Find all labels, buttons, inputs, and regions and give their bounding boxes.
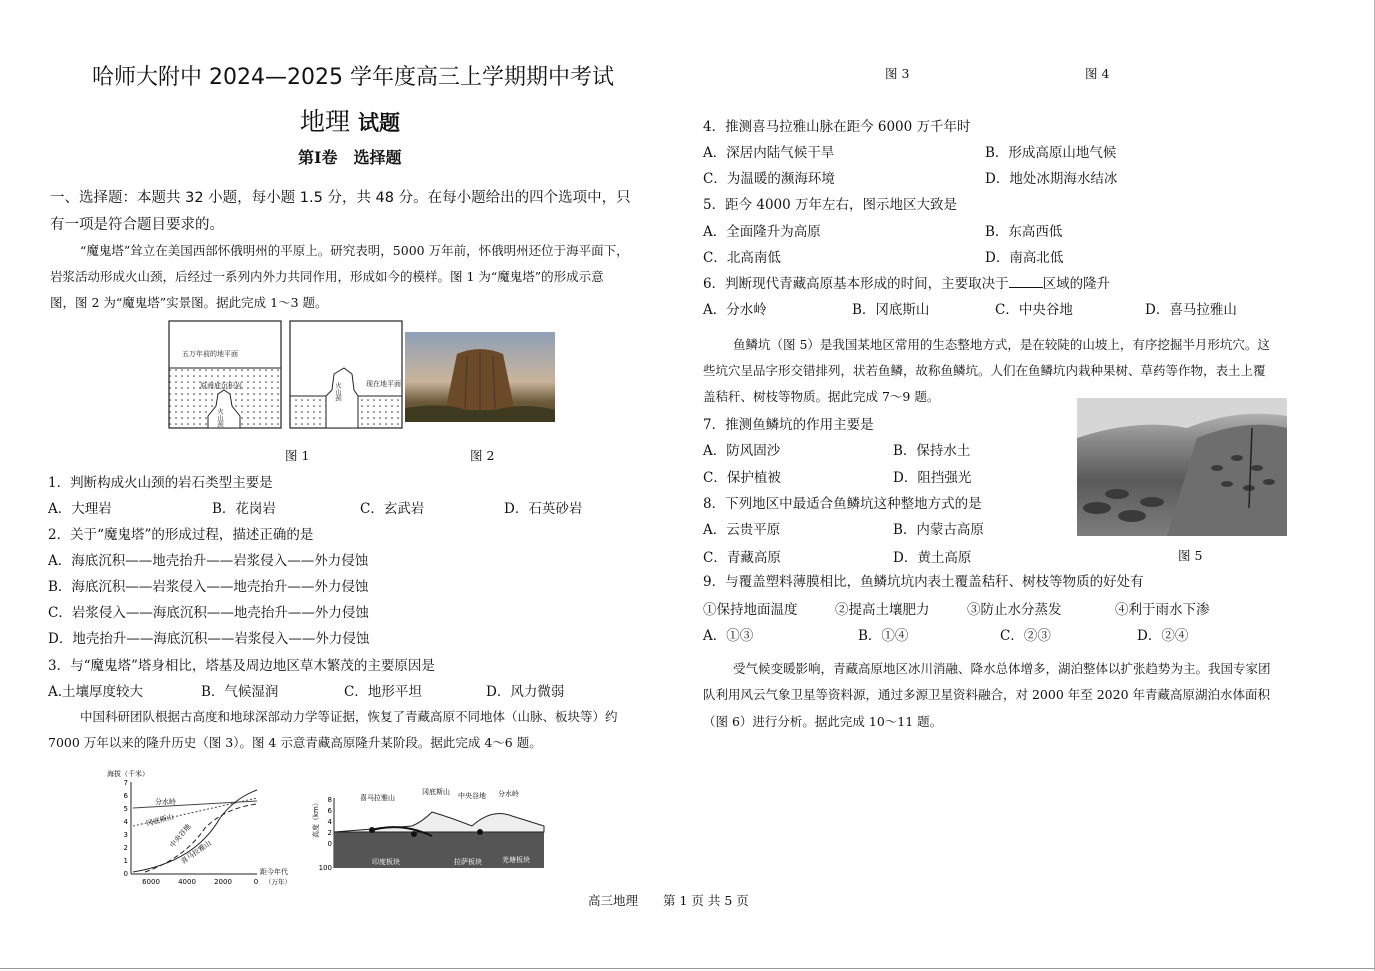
q2-option-a[interactable]: A．海底沉积——地壳抬升——岩浆侵入——外力侵蚀 bbox=[48, 553, 369, 569]
q4-option-b[interactable]: B．形成高原山地气候 bbox=[985, 145, 1117, 161]
q9-item-1: ①保持地面温度 bbox=[703, 602, 798, 618]
q9-option-a[interactable]: A．①③ bbox=[703, 628, 754, 644]
subject-title bbox=[300, 102, 400, 138]
fig3-xtick: 0 bbox=[253, 878, 259, 886]
subject-suffix: 试题 bbox=[357, 110, 400, 135]
passage4-line: 队利用风云气象卫星等资料源，通过多源卫星资料融合，对 2000 年至 2020 年青藏高原湖泊水体面积 bbox=[703, 687, 1271, 702]
fig4-label-himalaya: 喜马拉雅山 bbox=[360, 794, 395, 802]
fig4-ytick: 2 bbox=[327, 829, 332, 837]
q3-option-b[interactable]: B．气候湿润 bbox=[201, 684, 279, 700]
q6-option-a[interactable]: A．分水岭 bbox=[703, 302, 767, 318]
q9-item-4: ④利于雨水下渗 bbox=[1115, 602, 1210, 618]
fig3-label-gangdise: 冈底斯山 bbox=[145, 812, 175, 828]
fig4-ytick: 6 bbox=[327, 807, 332, 815]
fig3-ylabel: 海拔（千米） bbox=[107, 770, 149, 778]
fig3-xtick: 6000 bbox=[142, 878, 160, 886]
page-footer: 高三地理 第 1 页 共 5 页 bbox=[588, 893, 749, 908]
fig3-ytick: 0 bbox=[123, 870, 128, 878]
q8-option-a[interactable]: A．云贵平原 bbox=[703, 522, 781, 538]
q9-item-3: ③防止水分蒸发 bbox=[967, 602, 1062, 618]
figure-3-chart bbox=[105, 768, 305, 890]
q4-stem: 4．推测喜马拉雅山脉在距今 6000 万千年时 bbox=[703, 119, 971, 135]
q2-option-c[interactable]: C．岩浆侵入——海底沉积——地壳抬升——外力侵蚀 bbox=[48, 605, 369, 621]
label-now-ground: 现在地平面 bbox=[366, 380, 401, 388]
fig3-ytick: 4 bbox=[123, 818, 128, 826]
fig3-ytick: 1 bbox=[123, 857, 128, 865]
fig4-label-valley: 中央谷地 bbox=[458, 792, 486, 800]
fig4-point bbox=[411, 831, 417, 837]
fig3-xunit: （万年） bbox=[265, 878, 291, 886]
q1-option-a[interactable]: A．大理岩 bbox=[48, 501, 112, 517]
fig3-xlabel: 距今年代 bbox=[260, 868, 288, 876]
passage4-line: 受气候变暖影响，青藏高原地区冰川消融、降水总体增多，湖泊整体以扩张趋势为主。我国专家团 bbox=[733, 661, 1271, 676]
fig3-label-valley: 中央谷地 bbox=[168, 822, 193, 850]
fig4-ytick: 100 bbox=[318, 864, 332, 872]
figure-4-diagram bbox=[312, 782, 552, 890]
fig4-ytick: 0 bbox=[327, 840, 332, 848]
devils-tower-illustration bbox=[405, 332, 555, 422]
q2-option-d[interactable]: D．地壳抬升——海底沉积——岩浆侵入——外力侵蚀 bbox=[48, 631, 370, 647]
label-sediment: 原海底沉积岩 bbox=[200, 382, 242, 390]
fig3-ytick: 7 bbox=[123, 779, 128, 787]
fig3-line-valley bbox=[145, 804, 257, 872]
instructions-line1: 一、选择题：本题共 32 小题，每小题 1.5 分，共 48 分。在每小题给出的四个选项中，只 bbox=[50, 190, 631, 206]
fig3-ytick: 3 bbox=[123, 831, 128, 839]
figure-2-caption: 图 2 bbox=[470, 448, 495, 463]
fig4-surface bbox=[334, 812, 544, 832]
q5-option-d[interactable]: D．南高北低 bbox=[985, 250, 1064, 266]
q1-option-b[interactable]: B．花岗岩 bbox=[212, 501, 276, 517]
q5-option-c[interactable]: C．北高南低 bbox=[703, 250, 781, 266]
fig3-ytick: 2 bbox=[123, 844, 128, 852]
passage3-line: 些坑穴呈品字形交错排列，状若鱼鳞，故称鱼鳞坑。人们在鱼鳞坑内栽种果树、草药等作物，表土上覆 bbox=[703, 363, 1266, 378]
fig3-ytick: 5 bbox=[123, 805, 128, 813]
q5-option-b[interactable]: B．东高西低 bbox=[985, 224, 1063, 240]
q9-option-b[interactable]: B．①④ bbox=[858, 628, 909, 644]
q3-option-d[interactable]: D．风力微弱 bbox=[486, 684, 565, 700]
q7-option-a[interactable]: A．防风固沙 bbox=[703, 443, 781, 459]
q6-option-b[interactable]: B．冈底斯山 bbox=[852, 302, 930, 318]
figure-5-photo bbox=[1077, 398, 1287, 536]
passage2-line: 中国科研团队根据古高度和地球深部动力学等证据，恢复了青藏高原不同地体（山脉、板块等）约 bbox=[80, 709, 618, 724]
label-neck-a: 火山颈 bbox=[216, 408, 224, 428]
q9-option-d[interactable]: D．②④ bbox=[1137, 628, 1189, 644]
q7-option-d[interactable]: D．阻挡强光 bbox=[893, 470, 972, 486]
instructions-line2: 有一项是符合题目要求的。 bbox=[50, 217, 224, 233]
q8-stem: 8．下列地区中最适合鱼鳞坑这种整地方式的是 bbox=[703, 496, 982, 512]
q6-stem-b: 区域的隆升 bbox=[1042, 276, 1111, 292]
q6-option-d[interactable]: D．喜马拉雅山 bbox=[1145, 302, 1237, 318]
fig4-ylabel: 高度（km） bbox=[312, 799, 320, 838]
passage1-line: 图，图 2 为“魔鬼塔”实景图。据此完成 1～3 题。 bbox=[50, 295, 328, 310]
fig4-label-watershed: 分水岭 bbox=[498, 790, 519, 798]
fig4-point bbox=[477, 829, 483, 835]
q4-option-c[interactable]: C．为温暖的濒海环境 bbox=[703, 171, 835, 187]
fig4-ytick: 4 bbox=[327, 818, 332, 826]
q7-stem: 7．推测鱼鳞坑的作用主要是 bbox=[703, 417, 874, 433]
q1-option-c[interactable]: C．玄武岩 bbox=[360, 501, 425, 517]
q6-stem bbox=[703, 272, 1110, 292]
passage1-line: “魔鬼塔”耸立在美国西部怀俄明州的平原上。研究表明，5000 万年前，怀俄明州还位于海平面下， bbox=[80, 243, 629, 258]
q8-option-c[interactable]: C．青藏高原 bbox=[703, 550, 781, 566]
fig4-ytick: 8 bbox=[327, 796, 332, 804]
q6-option-c[interactable]: C．中央谷地 bbox=[995, 302, 1073, 318]
fig3-label-himalaya: 喜马拉雅山 bbox=[179, 839, 213, 866]
figure-5-caption: 图 5 bbox=[1178, 548, 1203, 563]
fig3-xtick: 2000 bbox=[214, 878, 232, 886]
q3-option-a[interactable]: A.土壤厚度较大 bbox=[48, 684, 144, 700]
label-neck-b: 火山颈 bbox=[334, 382, 342, 402]
passage4-line: （图 6）进行分析。据此完成 10～11 题。 bbox=[703, 714, 943, 729]
q9-item-2: ②提高土壤肥力 bbox=[835, 602, 930, 618]
fig3-xtick: 4000 bbox=[178, 878, 196, 886]
q5-stem: 5．距今 4000 万年左右，图示地区大致是 bbox=[703, 197, 958, 213]
figure-2-photo bbox=[405, 332, 555, 422]
fig4-plate-qiangtang: 羌塘板块 bbox=[502, 856, 530, 864]
passage3-line: 盖秸秆、树枝等物质。据此完成 7～9 题。 bbox=[703, 389, 940, 404]
fish-scale-pits-illustration bbox=[1077, 398, 1287, 536]
q4-option-d[interactable]: D．地处冰期海水结冰 bbox=[985, 171, 1118, 187]
q1-option-d[interactable]: D．石英砂岩 bbox=[504, 501, 583, 517]
fig4-label-gangdise: 冈底斯山 bbox=[422, 788, 450, 796]
q2-stem: 2．关于“魔鬼塔”的形成过程，描述正确的是 bbox=[48, 527, 314, 543]
q7-option-c[interactable]: C．保护植被 bbox=[703, 470, 781, 486]
section-title: 第Ⅰ卷 选择题 bbox=[298, 148, 402, 167]
q9-option-c[interactable]: C．②③ bbox=[1000, 628, 1051, 644]
q6-blank[interactable] bbox=[1009, 275, 1043, 288]
q2-option-b[interactable]: B．海底沉积——岩浆侵入——地壳抬升——外力侵蚀 bbox=[48, 579, 369, 595]
q3-stem: 3．与“魔鬼塔”塔身相比，塔基及周边地区草木繁茂的主要原因是 bbox=[48, 658, 435, 674]
q8-option-d[interactable]: D．黄土高原 bbox=[893, 550, 972, 566]
bottom-border bbox=[0, 968, 1375, 969]
q5-option-a[interactable]: A．全面隆升为高原 bbox=[703, 224, 821, 240]
q8-option-b[interactable]: B．内蒙古高原 bbox=[893, 522, 984, 538]
figure-1-diagram bbox=[168, 320, 403, 432]
fig4-point bbox=[369, 827, 375, 833]
q4-option-a[interactable]: A．深居内陆气候干旱 bbox=[703, 145, 835, 161]
q7-option-b[interactable]: B．保持水土 bbox=[893, 443, 971, 459]
passage3-line: 鱼鳞坑（图 5）是我国某地区常用的生态整地方式，是在较陡的山坡上，有序挖掘半月形坑穴。这 bbox=[733, 337, 1270, 352]
fig3-label-watershed: 分水岭 bbox=[155, 798, 176, 806]
exam-title: 哈师大附中 2024—2025 学年度高三上学期期中考试 bbox=[92, 65, 614, 90]
fig4-plate-india: 印度板块 bbox=[372, 858, 400, 866]
fig3-ytick: 6 bbox=[123, 792, 128, 800]
passage1-line: 岩浆活动形成火山颈，后经过一系列内外力共同作用，形成如今的模样。图 1 为“魔鬼塔”的形成示意 bbox=[50, 269, 604, 284]
label-old-ground: 五万年前的地平面 bbox=[182, 350, 238, 358]
q3-option-c[interactable]: C．地形平坦 bbox=[344, 684, 422, 700]
q9-stem: 9．与覆盖塑料薄膜相比，鱼鳞坑坑内表土覆盖秸秆、树枝等物质的好处有 bbox=[703, 574, 1144, 590]
q1-stem: 1．判断构成火山颈的岩石类型主要是 bbox=[48, 475, 273, 491]
figure-3-caption: 图 3 bbox=[885, 66, 910, 81]
q6-stem-a: 6．判断现代青藏高原基本形成的时间，主要取决于 bbox=[703, 276, 1009, 292]
figure-4-caption: 图 4 bbox=[1085, 66, 1110, 81]
passage2-line: 7000 万年以来的隆升历史（图 3）。图 4 示意青藏高原隆升某阶段。据此完成 4～6 题。 bbox=[48, 735, 542, 750]
subject-name: 地理 bbox=[300, 107, 351, 136]
figure-1-caption: 图 1 bbox=[285, 448, 310, 463]
fig4-plate-lhasa: 拉萨板块 bbox=[454, 858, 482, 866]
